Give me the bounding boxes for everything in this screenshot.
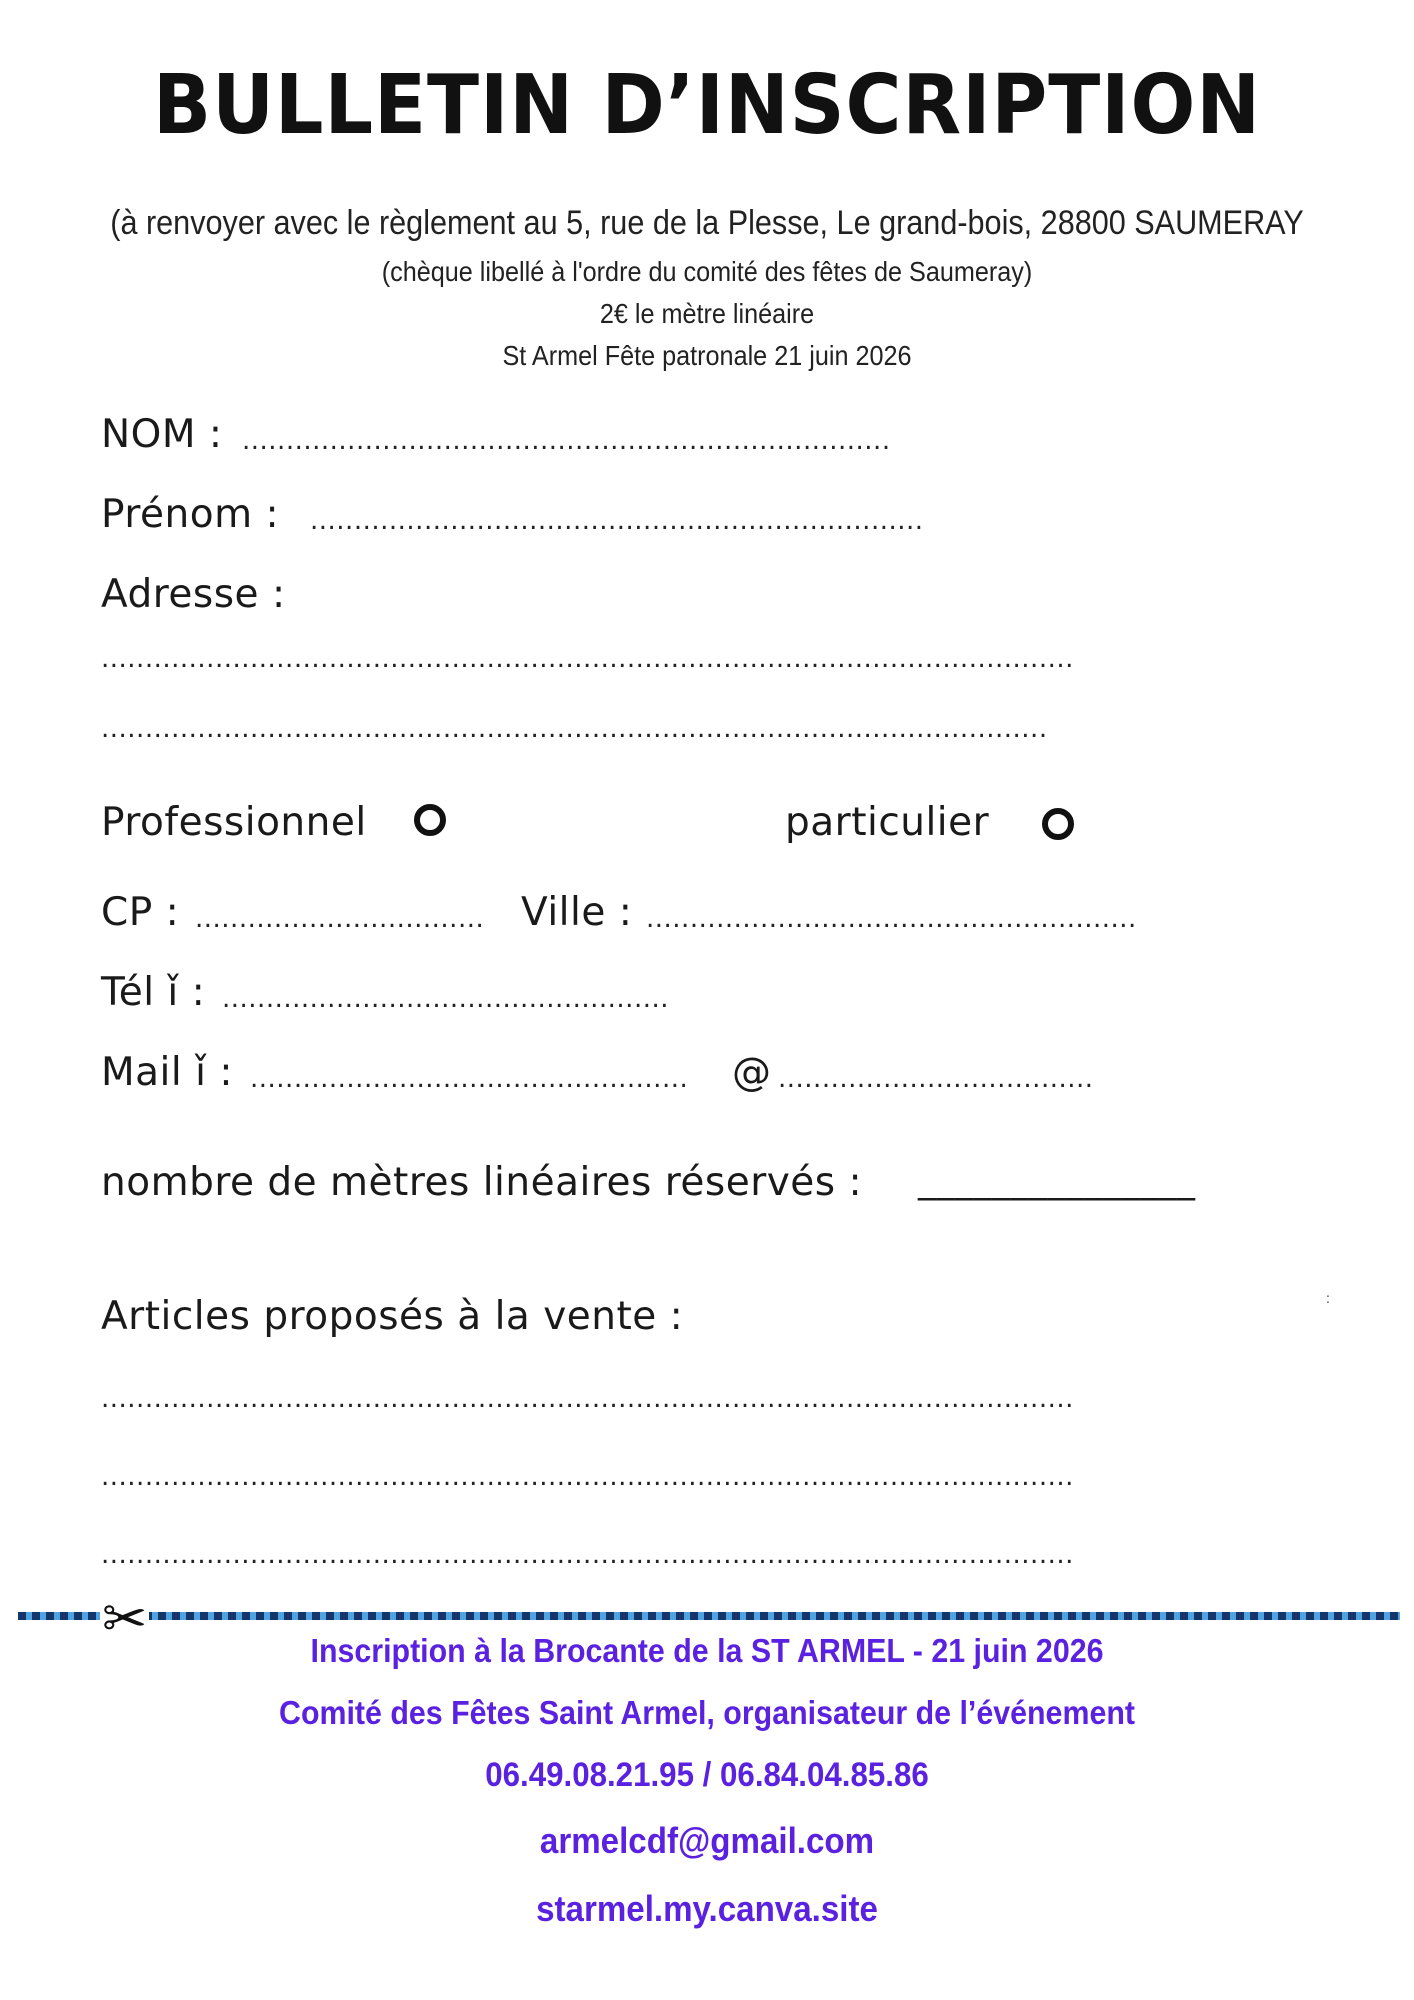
- articles-line-1[interactable]: ...............................................................................................................: [101, 1384, 1074, 1414]
- ville-label: Ville :: [521, 890, 633, 935]
- footer-website[interactable]: starmel.my.canva.site: [536, 1888, 878, 1929]
- mail-user-field[interactable]: ..................................................: [250, 1064, 689, 1094]
- particulier-label: particulier: [785, 800, 990, 845]
- ville-field[interactable]: ........................................................: [646, 904, 1137, 934]
- cheque-instructions: (chèque libellé à l'ordre du comité des fêtes de Saumeray): [381, 256, 1033, 287]
- tel-field[interactable]: ...................................................: [222, 984, 669, 1014]
- event-date: St Armel Fête patronale 21 juin 2026: [502, 340, 912, 371]
- prenom-label: Prénom :: [101, 492, 280, 537]
- stray-mark: :: [1326, 1290, 1330, 1306]
- adresse-line-1[interactable]: ...............................................................................................................: [101, 644, 1074, 674]
- prenom-field[interactable]: ......................................................................: [310, 506, 924, 536]
- professionnel-label: Professionnel: [101, 800, 367, 845]
- footer-phones: 06.49.08.21.95 / 06.84.04.85.86: [485, 1756, 929, 1794]
- return-address: (à renvoyer avec le règlement au 5, rue de la Plesse, Le grand-bois, 28800 SAUMERAY: [110, 204, 1304, 242]
- metres-field[interactable]: _______________: [918, 1160, 1196, 1201]
- cut-line: [18, 1612, 1400, 1620]
- nom-field[interactable]: ..........................................................................: [242, 426, 891, 456]
- articles-line-2[interactable]: ...............................................................................................................: [101, 1462, 1074, 1492]
- tel-label: Tél ǐ :: [101, 970, 206, 1015]
- cp-field[interactable]: .................................: [195, 904, 485, 934]
- mail-at-sign: @: [732, 1050, 772, 1095]
- adresse-label: Adresse :: [101, 572, 286, 617]
- articles-label: Articles proposés à la vente :: [101, 1294, 684, 1339]
- mail-label: Mail ǐ :: [101, 1050, 233, 1095]
- mail-domain-field[interactable]: ....................................: [778, 1064, 1094, 1094]
- metres-label: nombre de mètres linéaires réservés :: [101, 1160, 863, 1205]
- scissors-icon: ✂: [102, 1589, 148, 1649]
- page-title: BULLETIN D’INSCRIPTION: [153, 58, 1261, 153]
- cp-label: CP :: [101, 890, 180, 935]
- adresse-line-2[interactable]: ............................................................................................................: [101, 714, 1048, 744]
- footer-event: Inscription à la Brocante de la ST ARMEL - 21 juin 2026: [310, 1632, 1104, 1669]
- particulier-radio[interactable]: [1042, 808, 1074, 840]
- nom-label: NOM :: [101, 412, 223, 457]
- footer-organizer: Comité des Fêtes Saint Armel, organisateur de l’événement: [279, 1694, 1135, 1731]
- professionnel-radio[interactable]: [414, 804, 446, 836]
- price-per-metre: 2€ le mètre linéaire: [599, 298, 815, 329]
- footer-email[interactable]: armelcdf@gmail.com: [539, 1820, 875, 1861]
- articles-line-3[interactable]: ...............................................................................................................: [101, 1540, 1074, 1570]
